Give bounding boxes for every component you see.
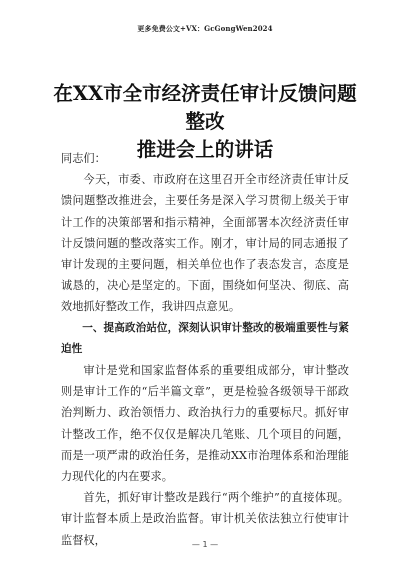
section-heading: 一、提高政治站位，深刻认识审计整改的极端重要性与紧迫性 [61,321,349,355]
title-line-1: 在XX市全市经济责任审计反馈问题整改 [53,82,357,133]
salutation: 同志们： [61,152,106,165]
body-paragraph: 今天，市委、市政府在这里召开全市经济责任审计反馈问题整改推进会，主要任务是深入学习贯彻上级关于审计工作的决策部署和指示精神，全面部署本次经济责任审计反馈问题的整改落实工作。刚才，审计局的同志通报了审计发现的主要问题，相关单位也作了表态发言，态度是诚恳的，决心是坚定的。下面，围绕如何坚决、彻底、高效地抓好整改工作，我讲四点意见。 [61,173,349,314]
header-note: 更多免费公文+VX：GcGongWen2024 [137,24,273,33]
title-line-2: 推进会上的讲话 [136,138,274,161]
document-body [61,148,349,551]
body-paragraph: 首先，抓好审计整改是践行“两个维护”的直接体现。审计监督本质上是政治监督。审计机关依法独立行使审计监督权， [61,491,349,547]
page-number: — 1 — [191,540,219,549]
body-paragraph: 审计是党和国家监督体系的重要组成部分，审计整改则是审计工作的“后半篇文章”，更是检验各级领导干部政治判断力、政治领悟力、政治执行力的重要标尺。抓好审计整改工作，绝不仅仅是解决几笔账、几个项目的问题，而是一项严肃的政治任务，是推动XX市治理体系和治理能力现代化的内在要求。 [61,364,349,484]
